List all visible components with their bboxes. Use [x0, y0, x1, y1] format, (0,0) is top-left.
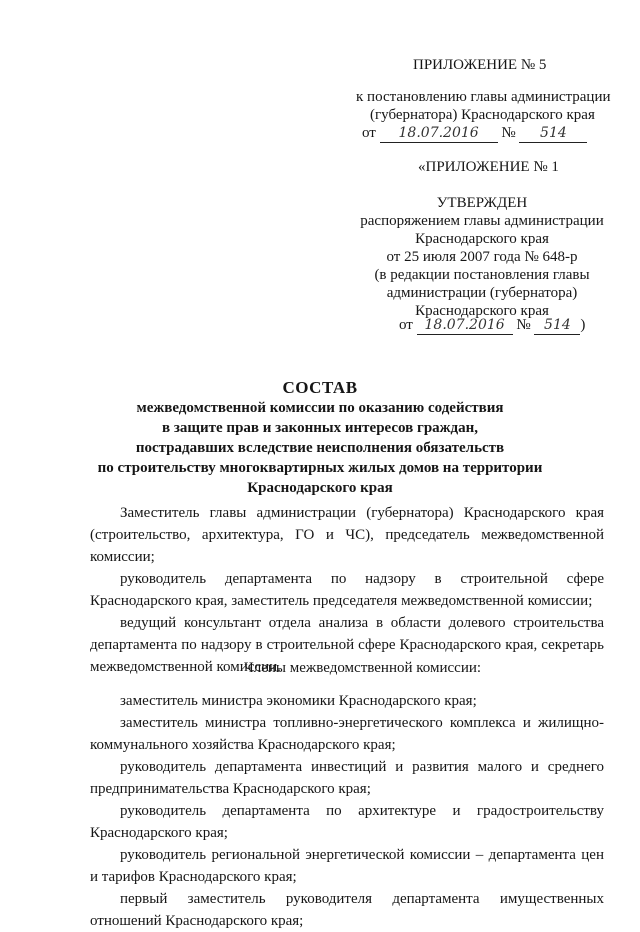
number-prefix: №: [501, 125, 516, 141]
leadership-list: [90, 502, 604, 678]
title-line: в защите прав и законных интересов граждан,: [161, 420, 479, 436]
member-item: заместитель министра экономики Краснодарского края;: [120, 693, 477, 709]
approval-block: [352, 194, 612, 320]
approval-number-handwritten: 514: [534, 316, 580, 335]
leadership-item: ведущий консультант отдела анализа в области долевого строительства департамента по надзору в строительной сфере Краснодарского края, секретарь межведомственной комиссии.: [90, 615, 604, 675]
member-item: руководитель региональной энергетической комиссии – департамента цен и тарифов Краснодарского края;: [90, 847, 604, 885]
title-line: пострадавших вследствие неисполнения обязательств: [135, 440, 505, 456]
document-title: [0, 378, 640, 498]
leadership-item: Заместитель главы администрации (губернатора) Краснодарского края (строительство, архитектура, ГО и ЧС), председатель межведомственной комиссии;: [90, 505, 604, 565]
member-item: заместитель министра топливно-энергетического комплекса и жилищно-коммунального хозяйства Краснодарского края;: [90, 715, 604, 753]
member-item: первый заместитель руководителя департамента имущественных отношений Краснодарского края;: [90, 891, 604, 929]
approval-line: Краснодарского края: [415, 231, 549, 247]
member-item: руководитель департамента инвестиций и развития малого и среднего предпринимательства Краснодарского края;: [90, 759, 604, 797]
decree-date-line: [362, 124, 587, 143]
appendix-reference: «ПРИЛОЖЕНИЕ № 1: [418, 159, 559, 175]
approval-line: от 25 июля 2007 года № 648-р: [386, 249, 578, 265]
date-prefix: от: [362, 125, 376, 141]
decree-date-handwritten: 18.07.2016: [380, 124, 498, 143]
approval-line: распоряжением главы администрации: [360, 213, 604, 229]
title-line: Краснодарского края: [247, 480, 393, 496]
approval-date-handwritten: 18.07.2016: [417, 316, 513, 335]
members-list: [90, 690, 604, 932]
appendix-title: ПРИЛОЖЕНИЕ № 5: [413, 57, 547, 73]
approval-line: администрации (губернатора): [386, 285, 578, 301]
closing-parenthesis: ): [580, 317, 586, 333]
approval-line: Краснодарского края: [415, 303, 549, 319]
title-line: по строительству многоквартирных жилых домов на территории: [97, 460, 543, 476]
leadership-item: руководитель департамента по надзору в строительной сфере Краснодарского края, заместитель председателя межведомственной комиссии;: [90, 571, 604, 609]
decree-reference-line2: (губернатора) Краснодарского края: [370, 107, 595, 123]
decree-reference-line1: к постановлению главы администрации: [356, 89, 611, 105]
date-prefix: от: [399, 317, 413, 333]
title-line: межведомственной комиссии по оказанию содействия: [136, 400, 504, 416]
approval-date-line: [399, 316, 585, 335]
number-prefix: №: [516, 317, 531, 333]
members-heading: Члены межведомственной комиссии:: [244, 660, 482, 676]
member-item: руководитель департамента по архитектуре и градостроительству Краснодарского края;: [90, 803, 604, 841]
title-heading: СОСТАВ: [282, 378, 358, 397]
decree-number-handwritten: 514: [519, 124, 587, 143]
approved-heading: УТВЕРЖДЕН: [436, 195, 528, 211]
approval-line: (в редакции постановления главы: [374, 267, 590, 283]
